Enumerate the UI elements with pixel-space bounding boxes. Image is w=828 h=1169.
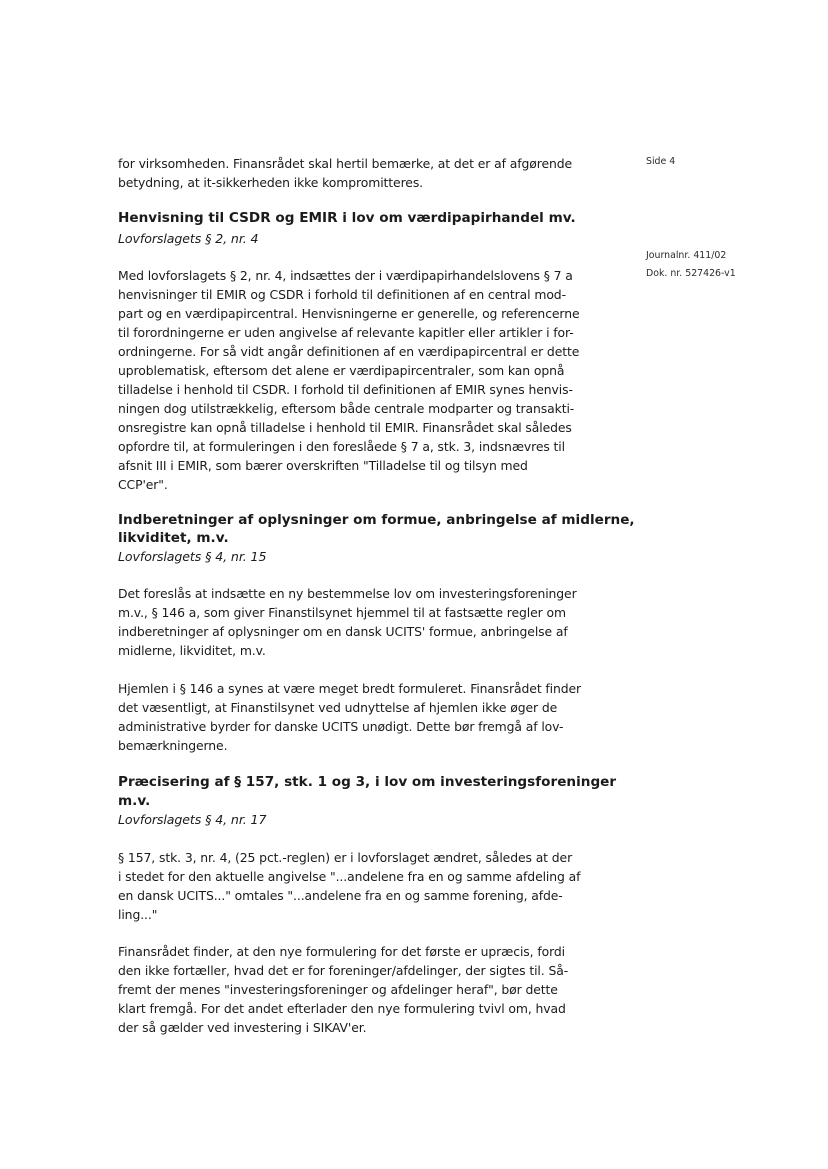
body-line: til forordningerne er uden angivelse af relevante kapitler eller artikler i for- xyxy=(118,325,574,340)
body-line: midlerne, likviditet, m.v. xyxy=(118,643,266,658)
body-line: bemærkningerne. xyxy=(118,738,228,753)
body-line: CCP'er". xyxy=(118,477,168,492)
section-heading-157: Præcisering af § 157, stk. 1 og 3, i lov om investeringsforeninger xyxy=(118,774,617,790)
body-line: Med lovforslagets § 2, nr. 4, indsættes der i værdipapirhandelslovens § 7 a xyxy=(118,268,573,283)
section-heading-157-cont: m.v. xyxy=(118,793,151,809)
body-line: administrative byrder for danske UCITS unødigt. Dette bør fremgå af lov- xyxy=(118,719,564,734)
section-reference: Lovforslagets § 4, nr. 17 xyxy=(118,812,267,827)
body-line: afsnit III i EMIR, som bærer overskriften "Tilladelse til og tilsyn med xyxy=(118,458,528,473)
body-line: indberetninger af oplysninger om en dansk UCITS' formue, anbringelse af xyxy=(118,624,568,639)
body-line: fremt der menes "investeringsforeninger og afdelinger heraf", bør dette xyxy=(118,982,558,997)
body-line: for virksomheden. Finansrådet skal hertil bemærke, at det er af afgørende xyxy=(118,156,573,171)
body-line: ningen dog utilstrækkelig, eftersom både centrale modparter og transakti- xyxy=(118,401,575,416)
section-heading-csdr-emir: Henvisning til CSDR og EMIR i lov om værdipapirhandel mv. xyxy=(118,210,576,226)
body-line: ling..." xyxy=(118,907,158,922)
body-line: uproblematisk, eftersom det alene er værdipapircentraler, som kan opnå xyxy=(118,363,565,378)
body-line: Hjemlen i § 146 a synes at være meget bredt formuleret. Finansrådet finder xyxy=(118,681,582,696)
body-line: § 157, stk. 3, nr. 4, (25 pct.-reglen) er i lovforslaget ændret, således at der xyxy=(118,850,573,865)
body-line: henvisninger til EMIR og CSDR i forhold til definitionen af en central mod- xyxy=(118,287,566,302)
body-line: det væsentligt, at Finanstilsynet ved udnyttelse af hjemlen ikke øger de xyxy=(118,700,558,715)
body-line: betydning, at it-sikkerheden ikke kompromitteres. xyxy=(118,175,424,190)
body-line: onsregistre kan opnå tilladelse i henhold til EMIR. Finansrådet skal således xyxy=(118,420,572,435)
page-number: Side 4 xyxy=(646,156,676,167)
section-heading-reporting-cont: likviditet, m.v. xyxy=(118,530,229,546)
body-line: i stedet for den aktuelle angivelse "...andelene fra en og samme afdeling af xyxy=(118,869,581,884)
section-heading-reporting: Indberetninger af oplysninger om formue, anbringelse af midlerne, xyxy=(118,512,635,528)
body-line: ordningerne. For så vidt angår definitionen af en værdipapircentral er dette xyxy=(118,344,580,359)
section-reference: Lovforslagets § 4, nr. 15 xyxy=(118,549,267,564)
journal-number: Journalnr. 411/02 xyxy=(646,250,727,261)
body-line: tilladelse i henhold til CSDR. I forhold til definitionen af EMIR synes henvis- xyxy=(118,382,573,397)
section-reference: Lovforslagets § 2, nr. 4 xyxy=(118,231,259,246)
body-line: Finansrådet finder, at den nye formulering for det første er upræcis, fordi xyxy=(118,944,565,959)
body-line: m.v., § 146 a, som giver Finanstilsynet hjemmel til at fastsætte regler om xyxy=(118,605,566,620)
body-line: Det foreslås at indsætte en ny bestemmelse lov om investeringsforeninger xyxy=(118,586,577,601)
body-line: en dansk UCITS..." omtales "...andelene fra en og samme forening, afde- xyxy=(118,888,563,903)
body-line: part og en værdipapircentral. Henvisningerne er generelle, og referencerne xyxy=(118,306,580,321)
body-line: opfordre til, at formuleringen i den foreslåede § 7 a, stk. 3, indsnævres til xyxy=(118,439,565,454)
document-number: Dok. nr. 527426-v1 xyxy=(646,268,736,279)
body-line: klart fremgå. For det andet efterlader den nye formulering tvivl om, hvad xyxy=(118,1001,566,1016)
body-line: der så gælder ved investering i SIKAV'er. xyxy=(118,1020,367,1035)
body-line: den ikke fortæller, hvad det er for foreninger/afdelinger, der sigtes til. Så- xyxy=(118,963,569,978)
